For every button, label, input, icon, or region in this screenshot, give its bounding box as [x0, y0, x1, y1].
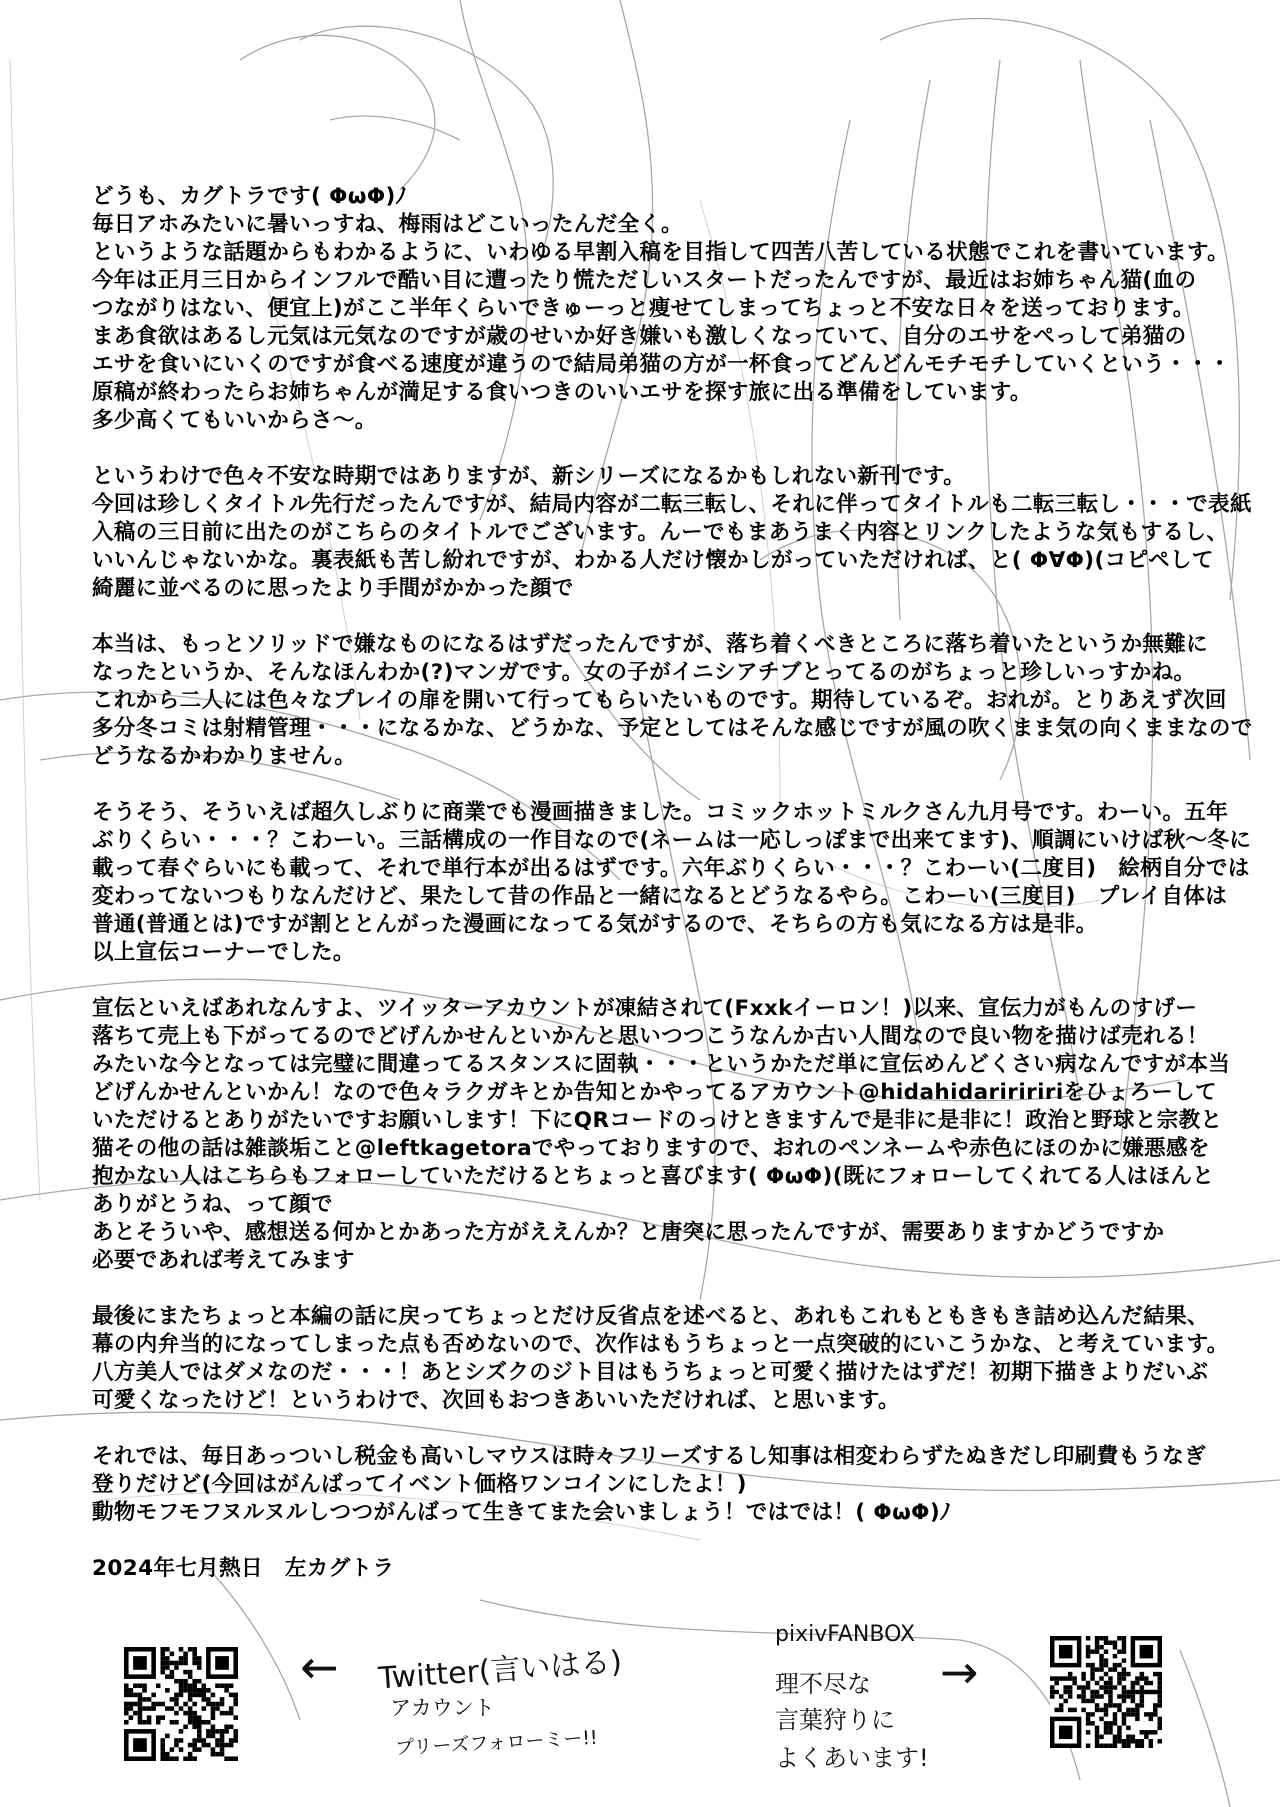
text-line: 最後にまたちょっと本編の話に戻ってちょっとだけ反省点を述べると、あれもこれもともきもき詰め込んだ結果、 — [92, 1304, 1209, 1329]
twitter-note-follow: プリーズフォローミー!! — [394, 1726, 599, 1760]
text-line: 多少高くてもいいからさ～。 — [92, 408, 377, 433]
afterword-text — [92, 183, 1253, 1611]
fanbox-note-title: pixivFANBOX — [775, 1622, 916, 1647]
fanbox-arrow-right-icon: → — [940, 1645, 979, 1699]
text-line: というような話題からもわかるように、いわゆる早割入稿を目指して四苦八苦している状態でこれを書いています。 — [92, 240, 1230, 265]
text-line: どうなるかわかりません。 — [92, 744, 357, 769]
twitter-qr-code[interactable] — [124, 1647, 238, 1761]
text-line: 変わってないつもりなんだけど、果たして昔の作品と一緒になるとどうなるやら。こわーい(三度目) プレイ自体は — [92, 884, 1228, 909]
text-line: それでは、毎日あっついし税金も高いしマウスは時々フリーズするし知事は相変わらずたぬきだし印刷費もうなぎ — [92, 1444, 1207, 1469]
paragraph — [92, 1443, 1222, 1527]
text-line: 普通(普通とは)ですが割ととんがった漫画になってる気がするので、そちらの方も気になる方は是非。 — [92, 912, 1098, 937]
text-line: 八方美人ではダメなのだ・・・！あとシズクのジト目はもうちょっと可愛く描けたはずだ！初期下描きよりだいぶ — [92, 1360, 1209, 1385]
text-line: 以上宣伝コーナーでした。 — [92, 940, 355, 965]
paragraph — [92, 183, 1231, 435]
text-line: 動物モフモフヌルヌルしつつがんばって生きてまた会いましょう！ではでは！( ΦωΦ)ﾉ — [92, 1500, 952, 1525]
text-line: 原稿が終わったらお姉ちゃんが満足する食いつきのいいエサを探す旅に出る準備をしています。 — [92, 380, 1032, 405]
text-line: 猫その他の話は雑談垢こと@leftkagetoraでやっておりますので、おれのペンネームや赤色にほのかに嫌悪感を — [92, 1136, 1210, 1161]
paragraph — [92, 1303, 1229, 1415]
text-line: いいんじゃないかな。裏表紙も苦し紛れですが、わかる人だけ懐かしがっていただければ、と( Φ∀Φ)(コピペして — [92, 548, 1214, 573]
text-line: 可愛くなったけど！というわけで、次回もおつきあいいただければ、と思います。 — [92, 1388, 900, 1413]
text-line: 抱かない人はこちらもフォローしていただけるとちょっと喜びます( ΦωΦ)(既にフォローしてくれてる人はほんと — [92, 1164, 1215, 1189]
text-line: 毎日アホみたいに暑いっすね、梅雨はどこいったんだ全く。 — [92, 212, 683, 237]
text-line: まあ食欲はあるし元気は元気なのですが歳のせいか好き嫌いも激しくなっていて、自分のエサをぺっして弟猫の — [92, 324, 1187, 349]
fanbox-qr-code[interactable] — [1050, 1636, 1162, 1748]
text-line: 落ちて売上も下がってるのでどげんかせんといかんと思いつつこうなんか古い人間なので良い物を描けば売れる！ — [92, 1024, 1209, 1049]
text-line: ぶりくらい・・・？こわーい。三話構成の一作目なので(ネームは一応しっぽまで出来てます)、順調にいけば秋～冬に — [92, 828, 1252, 853]
text-line: 入稿の三日前に出たのがこちらのタイトルでございます。んーでもまあうまく内容とリンクしたような気もするし、 — [92, 520, 1229, 545]
text-line: これから二人には色々なプレイの扉を開いて行ってもらいたいものです。期待しているぞ。おれが。とりあえず次回 — [92, 688, 1227, 713]
text-line: そうそう、そういえば超久しぶりに商業でも漫画描きました。コミックホットミルクさん九月号です。わーい。五年 — [92, 800, 1229, 825]
paragraph — [92, 995, 1231, 1275]
text-line: というわけで色々不安な時期ではありますが、新シリーズになるかもしれない新刊です。 — [92, 464, 966, 489]
paragraph — [92, 799, 1252, 967]
text-line: どげんかせんといかん！なので色々ラクガキとか告知とかやってるアカウント@hidahidaririririをひょろーして — [92, 1080, 1217, 1105]
text-line: 多分冬コミは射精管理・・・になるかな、どうかな、予定としてはそんな感じですが風の吹くまま気の向くままなので — [92, 716, 1253, 741]
text-line: 宣伝といえばあれなんすよ、ツイッターアカウントが凍結されて(Fxxkイーロン！)以来、宣伝力がもんのすげー — [92, 996, 1198, 1021]
fanbox-note-line2: 言葉狩りに — [775, 1706, 895, 1734]
text-line: 綺麗に並べるのに思ったより手間がかかった顔で — [92, 576, 574, 601]
text-line: あとそういや、感想送る何かとかあった方がええんか？と唐突に思ったんですが、需要ありますかどうですか — [92, 1220, 1165, 1245]
text-line: つながりはない、便宜上)がここ半年くらいできゅーっと痩せてしまってちょっと不安な日々を送っております。 — [92, 296, 1195, 321]
text-line: 今回は珍しくタイトル先行だったんですが、結局内容が二転三転し、それに伴ってタイトルも二転三転し・・・で表紙 — [92, 492, 1252, 517]
text-line: 幕の内弁当的になってしまった点も否めないので、次作はもうちょっと一点突破的にいこうかな、と考えています。 — [92, 1332, 1229, 1357]
twitter-note-title: Twitter(言いはる) — [377, 1644, 624, 1697]
text-line: 2024年七月熱日 左カグトラ — [92, 1556, 395, 1581]
text-line: いただけるとありがたいですお願いします！下にQRコードのっけときますんで是非に是非に！政治と野球と宗教と — [92, 1108, 1223, 1133]
signature — [92, 1555, 1222, 1583]
paragraph — [92, 463, 1252, 603]
text-line: どうも、カグトラです( ΦωΦ)ﾉ — [92, 184, 407, 209]
text-line: 登りだけど(今回はがんばってイベント価格ワンコインにしたよ！) — [92, 1472, 747, 1497]
twitter-arrow-left-icon: ← — [300, 1640, 339, 1694]
paragraph — [92, 631, 1253, 771]
text-line: エサを食いにいくのですが食べる速度が違うので結局弟猫の方が一杯食ってどんどんモチモチしていくという・・・ — [92, 352, 1231, 377]
fanbox-note-line3: よくあいます! — [775, 1744, 929, 1772]
text-line: 載って春ぐらいにも載って、それで単行本が出るはずです。六年ぶりくらい・・・？こわーい(二度目) 絵柄自分では — [92, 856, 1250, 881]
twitter-note-account: アカウント — [390, 1696, 495, 1720]
text-line: ありがとうね、って顔で — [92, 1192, 333, 1217]
text-line: 本当は、もっとソリッドで嫌なものになるはずだったんですが、落ち着くべきところに落ち着いたというか無難に — [92, 632, 1209, 657]
fanbox-note-line1: 理不尽な — [775, 1670, 871, 1698]
text-line: 今年は正月三日からインフルで酷い目に遭ったり慌ただしいスタートだったんですが、最近はお姉ちゃん猫(血の — [92, 268, 1197, 293]
text-line: 必要であれば考えてみます — [92, 1248, 355, 1273]
text-line: なったというか、そんなほんわか(?)マンガです。女の子がイニシアチブとってるのがちょっと珍しいっすかね。 — [92, 660, 1196, 685]
text-line: みたいな今となっては完璧に間違ってるスタンスに固執・・・というかただ単に宣伝めんどくさい病なんですが本当 — [92, 1052, 1231, 1077]
